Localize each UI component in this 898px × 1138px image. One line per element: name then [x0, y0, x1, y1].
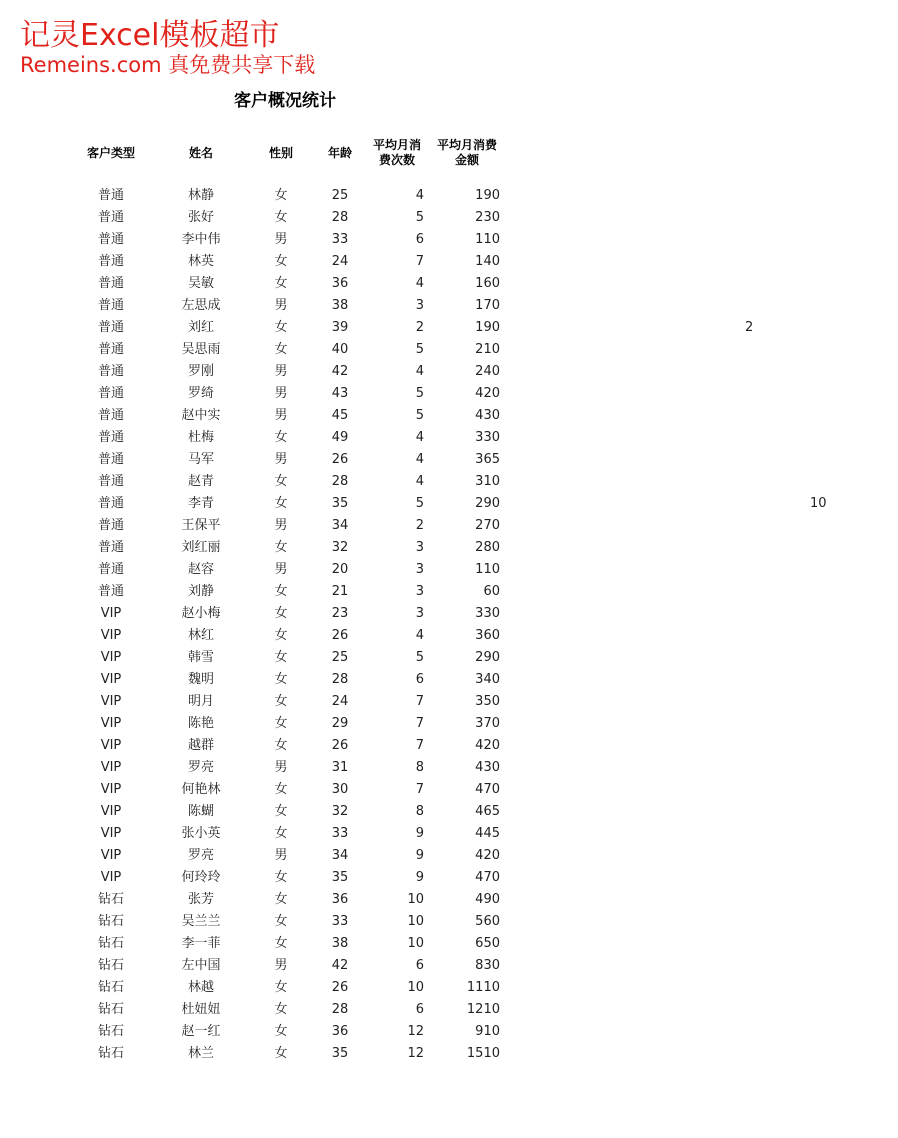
- cell-amount: 280: [475, 540, 500, 555]
- watermark-line-2: Remeins.com 真免费共享下载: [20, 53, 316, 77]
- cell-sex: 女: [274, 276, 288, 291]
- cell-sex: 女: [274, 650, 288, 665]
- cell-age: 25: [331, 188, 349, 203]
- cell-name: 何玲玲: [181, 870, 221, 885]
- cell-age: 28: [331, 672, 349, 687]
- cell-sex: 女: [274, 716, 288, 731]
- cell-amount: 365: [475, 452, 500, 467]
- header-count-line-1: 平均月消: [372, 138, 421, 152]
- cell-sex: 女: [274, 496, 288, 511]
- cell-count: 8: [415, 804, 424, 819]
- watermark: [20, 18, 315, 78]
- cell-count: 4: [415, 364, 424, 379]
- cell-type: 普通: [97, 518, 124, 533]
- cell-sex: 女: [274, 870, 288, 885]
- cell-age: 39: [331, 320, 349, 335]
- cell-age: 43: [331, 386, 349, 401]
- cell-sex: 女: [274, 628, 288, 643]
- cell-sex: 男: [274, 298, 288, 313]
- cell-count: 6: [415, 958, 424, 973]
- cell-sex: 女: [274, 320, 288, 335]
- cell-age: 45: [331, 408, 349, 423]
- cell-count: 4: [415, 628, 424, 643]
- cell-sex: 女: [274, 980, 288, 995]
- cell-amount: 445: [475, 826, 500, 841]
- cell-name: 左思成: [181, 298, 221, 313]
- cell-type: VIP: [100, 694, 122, 709]
- cell-amount: 470: [475, 870, 500, 885]
- cell-sex: 女: [274, 1002, 288, 1017]
- cell-type: VIP: [100, 782, 122, 797]
- cell-age: 33: [331, 826, 349, 841]
- cell-amount: 560: [475, 914, 500, 929]
- cell-type: 钻石: [97, 914, 124, 929]
- cell-name: 赵青: [187, 474, 214, 489]
- sheet-title: 客户概况统计: [234, 91, 336, 111]
- cell-name: 林兰: [187, 1046, 214, 1061]
- cell-count: 2: [415, 320, 424, 335]
- cell-type: VIP: [100, 870, 122, 885]
- cell-sex: 女: [274, 474, 288, 489]
- cell-count: 4: [415, 276, 424, 291]
- cell-amount: 420: [475, 738, 500, 753]
- cell-type: 普通: [97, 188, 124, 203]
- cell-sex: 女: [274, 914, 288, 929]
- cell-name: 林英: [187, 254, 214, 269]
- cell-amount: 420: [475, 848, 500, 863]
- cell-type: VIP: [100, 672, 122, 687]
- cell-amount: 830: [475, 958, 500, 973]
- cell-amount: 430: [475, 408, 500, 423]
- cell-name: 张好: [187, 210, 214, 225]
- cell-sex: 女: [274, 254, 288, 269]
- cell-name: 吴兰兰: [181, 914, 221, 929]
- cell-name: 杜梅: [187, 430, 214, 445]
- cell-sex: 男: [274, 232, 288, 247]
- cell-count: 4: [415, 474, 424, 489]
- cell-name: 王保平: [181, 518, 221, 533]
- cell-sex: 女: [274, 826, 288, 841]
- cell-age: 26: [331, 628, 349, 643]
- cell-count: 10: [407, 892, 424, 907]
- cell-age: 34: [331, 848, 349, 863]
- cell-age: 34: [331, 518, 349, 533]
- cell-name: 何艳林: [181, 782, 221, 797]
- cell-name: 左中国: [181, 958, 221, 973]
- cell-age: 42: [331, 364, 349, 379]
- cell-age: 35: [331, 496, 349, 511]
- cell-count: 7: [415, 782, 424, 797]
- cell-type: VIP: [100, 628, 122, 643]
- cell-sex: 女: [274, 210, 288, 225]
- cell-age: 28: [331, 210, 349, 225]
- cell-count: 8: [415, 760, 424, 775]
- cell-count: 10: [407, 914, 424, 929]
- cell-name: 罗绮: [187, 386, 214, 401]
- cell-count: 3: [415, 562, 424, 577]
- cell-amount: 290: [475, 496, 500, 511]
- cell-sex: 男: [274, 408, 288, 423]
- cell-name: 韩雪: [187, 650, 214, 665]
- header-count: [364, 138, 430, 168]
- cell-age: 33: [331, 232, 349, 247]
- cell-sex: 女: [274, 188, 288, 203]
- cell-type: 钻石: [97, 958, 124, 973]
- cell-amount: 1110: [466, 980, 500, 995]
- cell-name: 刘红丽: [181, 540, 221, 555]
- cell-age: 26: [331, 452, 349, 467]
- cell-age: 21: [331, 584, 349, 599]
- cell-type: 普通: [97, 276, 124, 291]
- cell-count: 3: [415, 584, 424, 599]
- cell-age: 25: [331, 650, 349, 665]
- header-amount-line-1: 平均月消费: [436, 138, 497, 152]
- cell-sex: 男: [274, 452, 288, 467]
- cell-sex: 男: [274, 518, 288, 533]
- cell-count: 10: [407, 980, 424, 995]
- cell-name: 陈艳: [187, 716, 214, 731]
- cell-count: 12: [407, 1046, 424, 1061]
- cell-name: 林红: [187, 628, 214, 643]
- cell-count: 5: [415, 342, 424, 357]
- cell-count: 5: [415, 650, 424, 665]
- cell-amount: 110: [475, 562, 500, 577]
- cell-count: 3: [415, 540, 424, 555]
- cell-count: 6: [415, 1002, 424, 1017]
- header-name: 姓名: [188, 145, 213, 160]
- cell-age: 36: [331, 276, 349, 291]
- cell-age: 29: [331, 716, 349, 731]
- cell-sex: 女: [274, 892, 288, 907]
- cell-name: 马军: [187, 452, 214, 467]
- cell-amount: 465: [475, 804, 500, 819]
- cell-sex: 女: [274, 430, 288, 445]
- cell-sex: 男: [274, 848, 288, 863]
- cell-name: 越群: [187, 738, 214, 753]
- cell-type: VIP: [100, 804, 122, 819]
- cell-amount: 270: [475, 518, 500, 533]
- cell-amount: 160: [475, 276, 500, 291]
- cell-amount: 140: [475, 254, 500, 269]
- cell-age: 32: [331, 804, 349, 819]
- cell-type: VIP: [100, 716, 122, 731]
- cell-type: 普通: [97, 584, 124, 599]
- cell-amount: 490: [475, 892, 500, 907]
- cell-count: 4: [415, 452, 424, 467]
- cell-amount: 60: [483, 584, 500, 599]
- cell-name: 张芳: [187, 892, 214, 907]
- cell-count: 10: [407, 936, 424, 951]
- cell-age: 24: [331, 254, 349, 269]
- cell-type: VIP: [100, 650, 122, 665]
- cell-amount: 360: [475, 628, 500, 643]
- cell-count: 9: [415, 848, 424, 863]
- cell-age: 30: [331, 782, 349, 797]
- cell-type: 普通: [97, 210, 124, 225]
- cell-type: VIP: [100, 606, 122, 621]
- cell-name: 刘静: [187, 584, 214, 599]
- cell-age: 24: [331, 694, 349, 709]
- cell-age: 26: [331, 980, 349, 995]
- cell-age: 35: [331, 870, 349, 885]
- cell-amount: 110: [475, 232, 500, 247]
- cell-age: 38: [331, 298, 349, 313]
- cell-name: 林越: [187, 980, 214, 995]
- cell-count: 5: [415, 386, 424, 401]
- header-amount-line-2: 金额: [454, 153, 479, 167]
- cell-count: 7: [415, 738, 424, 753]
- cell-age: 40: [331, 342, 349, 357]
- cell-name: 赵小梅: [181, 606, 221, 621]
- cell-amount: 310: [475, 474, 500, 489]
- cell-amount: 650: [475, 936, 500, 951]
- cell-amount: 910: [475, 1024, 500, 1039]
- cell-count: 6: [415, 232, 424, 247]
- cell-type: 普通: [97, 562, 124, 577]
- cell-amount: 330: [475, 430, 500, 445]
- cell-type: 普通: [97, 320, 124, 335]
- cell-amount: 240: [475, 364, 500, 379]
- cell-age: 28: [331, 474, 349, 489]
- cell-name: 李中伟: [181, 232, 221, 247]
- cell-age: 23: [331, 606, 349, 621]
- cell-type: 钻石: [97, 980, 124, 995]
- cell-type: 普通: [97, 364, 124, 379]
- cell-age: 20: [331, 562, 349, 577]
- cell-amount: 290: [475, 650, 500, 665]
- cell-age: 36: [331, 892, 349, 907]
- cell-count: 4: [415, 188, 424, 203]
- cell-count: 5: [415, 408, 424, 423]
- cell-count: 9: [415, 870, 424, 885]
- cell-sex: 女: [274, 584, 288, 599]
- cell-type: 普通: [97, 540, 124, 555]
- cell-type: 钻石: [97, 936, 124, 951]
- cell-amount: 470: [475, 782, 500, 797]
- cell-amount: 1210: [466, 1002, 500, 1017]
- header-age: 年龄: [327, 145, 352, 160]
- cell-age: 26: [331, 738, 349, 753]
- cell-amount: 210: [475, 342, 500, 357]
- cell-age: 42: [331, 958, 349, 973]
- cell-sex: 女: [274, 936, 288, 951]
- cell-type: 普通: [97, 430, 124, 445]
- cell-name: 罗亮: [187, 760, 214, 775]
- cell-name: 李一菲: [181, 936, 221, 951]
- cell-sex: 女: [274, 1024, 288, 1039]
- cell-sex: 男: [274, 562, 288, 577]
- cell-age: 28: [331, 1002, 349, 1017]
- cell-count: 5: [415, 210, 424, 225]
- cell-name: 张小英: [181, 826, 221, 841]
- cell-sex: 女: [274, 606, 288, 621]
- cell-amount: 430: [475, 760, 500, 775]
- cell-type: 普通: [97, 408, 124, 423]
- cell-sex: 女: [274, 540, 288, 555]
- cell-age: 36: [331, 1024, 349, 1039]
- cell-type: 钻石: [97, 1024, 124, 1039]
- cell-name: 赵一红: [181, 1024, 221, 1039]
- cell-name: 赵容: [187, 562, 214, 577]
- cell-age: 32: [331, 540, 349, 555]
- cell-count: 12: [407, 1024, 424, 1039]
- cell-name: 罗刚: [187, 364, 214, 379]
- cell-sex: 女: [274, 738, 288, 753]
- cell-count: 3: [415, 606, 424, 621]
- watermark-line-1: 记灵Excel模板超市: [20, 18, 280, 53]
- cell-count: 5: [415, 496, 424, 511]
- cell-sex: 女: [274, 342, 288, 357]
- cell-count: 3: [415, 298, 424, 313]
- cell-name: 陈蝴: [187, 804, 214, 819]
- cell-amount: 1510: [466, 1046, 500, 1061]
- header-count-line-2: 费次数: [378, 153, 415, 167]
- cell-sex: 男: [274, 958, 288, 973]
- cell-type: 钻石: [97, 892, 124, 907]
- cell-sex: 女: [274, 804, 288, 819]
- cell-type: VIP: [100, 738, 122, 753]
- cell-sex: 女: [274, 1046, 288, 1061]
- cell-amount: 190: [475, 188, 500, 203]
- cell-type: VIP: [100, 848, 122, 863]
- cell-name: 魏明: [187, 672, 214, 687]
- cell-amount: 190: [475, 320, 500, 335]
- cell-amount: 350: [475, 694, 500, 709]
- header-amount: [430, 138, 504, 168]
- cell-count: 7: [415, 254, 424, 269]
- cell-count: 7: [415, 716, 424, 731]
- cell-type: 普通: [97, 474, 124, 489]
- cell-type: VIP: [100, 826, 122, 841]
- cell-type: VIP: [100, 760, 122, 775]
- cell-type: 普通: [97, 496, 124, 511]
- cell-name: 赵中实: [181, 408, 221, 423]
- cell-name: 李青: [187, 496, 214, 511]
- cell-amount: 330: [475, 606, 500, 621]
- cell-name: 吴思雨: [181, 342, 221, 357]
- cell-count: 7: [415, 694, 424, 709]
- cell-sex: 女: [274, 672, 288, 687]
- cell-age: 38: [331, 936, 349, 951]
- cell-sex: 男: [274, 760, 288, 775]
- cell-type: 钻石: [97, 1002, 124, 1017]
- cell-name: 林静: [187, 188, 214, 203]
- cell-count: 4: [415, 430, 424, 445]
- cell-age: 35: [331, 1046, 349, 1061]
- cell-type: 普通: [97, 342, 124, 357]
- cell-age: 31: [331, 760, 349, 775]
- cell-type: 普通: [97, 254, 124, 269]
- cell-name: 罗亮: [187, 848, 214, 863]
- cell-amount: 370: [475, 716, 500, 731]
- stray-value: 10: [810, 496, 827, 511]
- cell-count: 6: [415, 672, 424, 687]
- cell-sex: 女: [274, 782, 288, 797]
- cell-name: 明月: [187, 694, 214, 709]
- cell-amount: 170: [475, 298, 500, 313]
- cell-count: 9: [415, 826, 424, 841]
- cell-amount: 340: [475, 672, 500, 687]
- cell-type: 普通: [97, 298, 124, 313]
- cell-sex: 男: [274, 386, 288, 401]
- stray-value: 2: [745, 320, 754, 335]
- cell-name: 吴敏: [187, 276, 214, 291]
- cell-type: 钻石: [97, 1046, 124, 1061]
- cell-amount: 230: [475, 210, 500, 225]
- cell-type: 普通: [97, 452, 124, 467]
- cell-type: 普通: [97, 386, 124, 401]
- cell-sex: 男: [274, 364, 288, 379]
- cell-count: 2: [415, 518, 424, 533]
- cell-age: 49: [331, 430, 349, 445]
- cell-amount: 420: [475, 386, 500, 401]
- cell-age: 33: [331, 914, 349, 929]
- cell-type: 普通: [97, 232, 124, 247]
- cell-name: 杜妞妞: [181, 1002, 221, 1017]
- cell-sex: 女: [274, 694, 288, 709]
- header-sex: 性别: [268, 145, 293, 160]
- header-type: 客户类型: [86, 145, 135, 160]
- cell-name: 刘红: [187, 320, 214, 335]
